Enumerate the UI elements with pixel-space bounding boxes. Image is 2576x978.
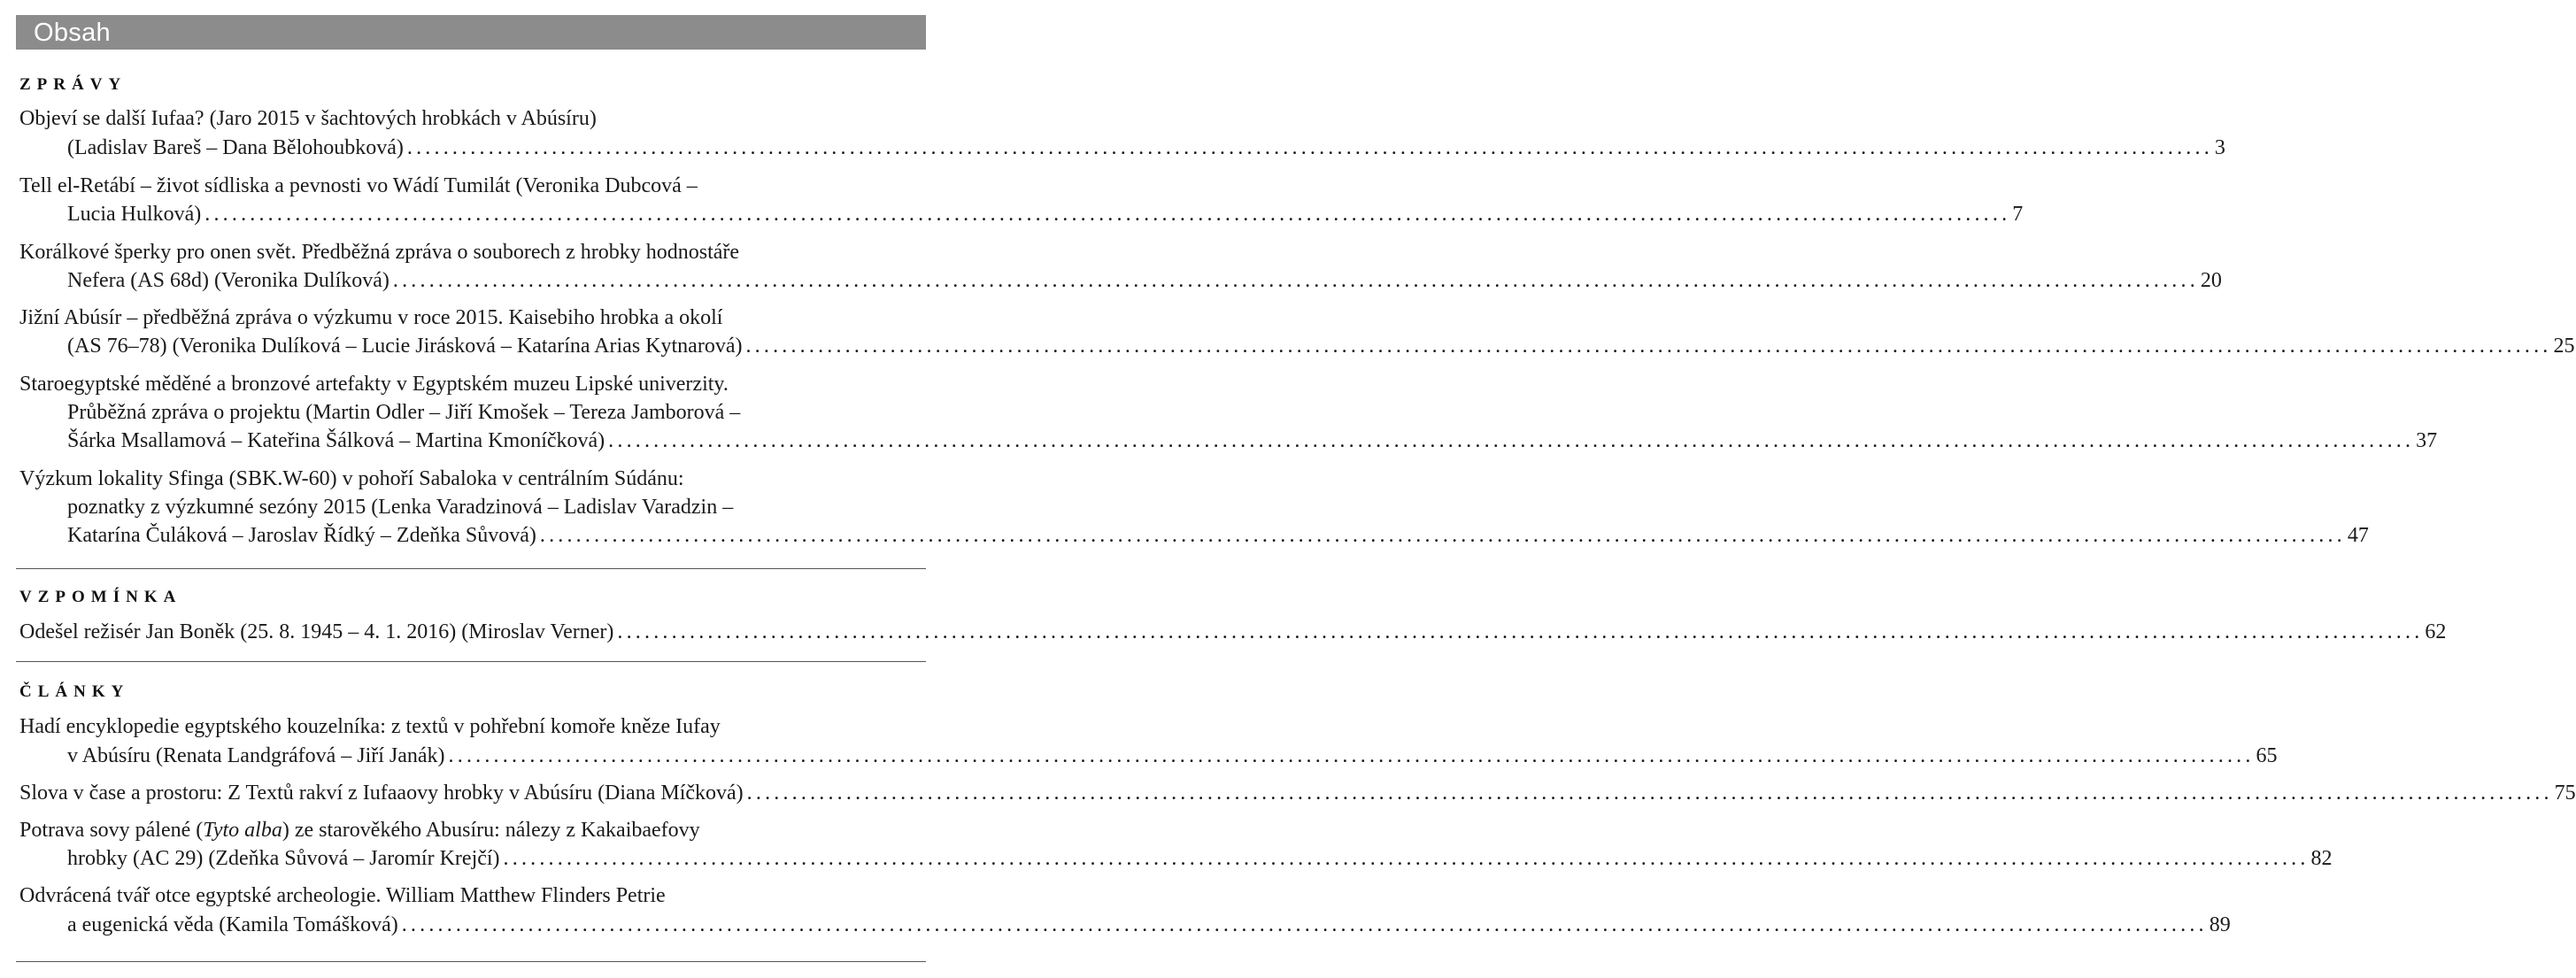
page-number: 82 [2310,847,2333,870]
toc-entry-title: Odvrácená tvář otce egyptské archeologie. William Matthew Flinders Petrie [19,884,666,907]
toc-entry-authors: (Ladislav Bareš – Dana Bělohoubková) [67,136,404,159]
toc-entry-title: Slova v čase a prostoru: Z Textů rakví z Iufaaovy hrobky v Abúsíru (Diana Míčková) [19,782,744,805]
page-number: 89 [2209,913,2231,936]
dot-leader: ........................................................................................................................................................................................................ [617,620,2424,643]
toc-entry-last-line [19,619,2447,645]
section-divider [16,568,926,569]
page-number: 62 [2425,620,2447,643]
toc-entry-authors: Šárka Msallamová – Kateřina Šálková – Martina Kmoníčková) [67,429,605,452]
toc-entry-title: Tell el-Retábí – život sídliska a pevnosti vo Wádí Tumilát (Veronika Dubcová – [19,174,698,197]
toc-entry-last-line [19,780,2576,806]
toc-entry-last-line [67,743,2278,769]
page-number: 37 [2416,429,2438,452]
toc-entry-last-line [67,912,2231,938]
dot-leader: ........................................................................................................................................................................................................ [539,524,2346,547]
title-part: Potrava sovy pálené ( [19,819,204,842]
dot-leader: ........................................................................................................................................................................................................ [406,136,2213,159]
section-heading-vzpominka: VZPOMÍNKA [19,588,182,606]
dot-leader: ........................................................................................................................................................................................................ [204,203,2011,226]
toc-entry-title: Jižní Abúsír – předběžná zpráva o výzkumu v roce 2015. Kaisebiho hrobka a okolí [19,306,723,329]
section-divider [16,961,926,962]
page-title: Obsah [34,19,111,47]
toc-entry-authors: Lucia Hulková) [67,203,202,226]
toc-entry-authors: Nefera (AS 68d) (Veronika Dulíková) [67,269,389,292]
toc-entry-authors: v Abúsíru (Renata Landgráfová – Jiří Janák) [67,744,445,767]
dot-leader: ........................................................................................................................................................................................................ [401,913,2208,936]
species-name-italic: Tyto alba [203,819,282,842]
header-banner [16,15,926,50]
toc-entry-title: Odešel režisér Jan Boněk (25. 8. 1945 – 4. 1. 2016) (Miroslav Verner) [19,620,614,643]
toc-entry-title: Korálkové šperky pro onen svět. Předběžná zpráva o souborech z hrobky hodnostáře [19,241,740,264]
toc-entry-last-line [67,845,2333,872]
toc-entry-title-cont: Průběžná zpráva o projektu (Martin Odler – Jiří Kmošek – Tereza Jamborová – [67,401,741,424]
toc-entry-title-cont: poznatky z výzkumné sezóny 2015 (Lenka Varadzinová – Ladislav Varadzin – [67,496,734,519]
dot-leader: ........................................................................................................................................................................................................ [608,429,2415,452]
toc-entry-title: Hadí encyklopedie egyptského kouzelníka: z textů v pohřební komoře kněze Iufay [19,715,721,738]
page-number: 3 [2214,136,2225,159]
toc-entry-title [19,817,700,843]
toc-entry-authors: Katarína Čuláková – Jaroslav Řídký – Zdeňka Sůvová) [67,524,536,547]
dot-leader: ........................................................................................................................................................................................................ [448,744,2255,767]
toc-entry-authors: a eugenická věda (Kamila Tomášková) [67,913,398,936]
toc-entry-title: Objeví se další Iufaa? (Jaro 2015 v šachtových hrobkách v Abúsíru) [19,107,597,130]
page-number: 25 [2553,335,2575,358]
toc-entry-last-line [67,267,2222,294]
page-number: 75 [2554,782,2576,805]
section-heading-clanky: ČLÁNKY [19,682,130,701]
toc-entry-last-line [67,333,2575,359]
dot-leader: ........................................................................................................................................................................................................ [746,782,2553,805]
dot-leader: ........................................................................................................................................................................................................ [745,335,2552,358]
dot-leader: ........................................................................................................................................................................................................ [503,847,2310,870]
toc-entry-title: Staroegyptské měděné a bronzové artefakty v Egyptském muzeu Lipské univerzity. [19,373,729,396]
toc-entry-authors: hrobky (AC 29) (Zdeňka Sůvová – Jaromír Krejčí) [67,847,500,870]
page-number: 47 [2347,524,2369,547]
section-divider [16,661,926,662]
toc-entry-last-line [67,135,2225,161]
toc-entry-last-line [67,522,2369,549]
toc-entry-authors: (AS 76–78) (Veronika Dulíková – Lucie Jirásková – Katarína Arias Kytnarová) [67,335,743,358]
toc-entry-last-line [67,201,2024,227]
page-number: 7 [2012,203,2024,226]
page-number: 20 [2200,269,2222,292]
dot-leader: ........................................................................................................................................................................................................ [392,269,2199,292]
toc-entry-last-line [67,427,2438,454]
toc-entry-title: Výzkum lokality Sfinga (SBK.W-60) v pohoří Sabaloka v centrálním Súdánu: [19,467,684,490]
section-heading-zpravy: ZPRÁVY [19,75,127,94]
page-number: 65 [2256,744,2278,767]
title-part: ) ze starověkého Abusíru: nálezy z Kakaibaefovy [282,819,700,842]
